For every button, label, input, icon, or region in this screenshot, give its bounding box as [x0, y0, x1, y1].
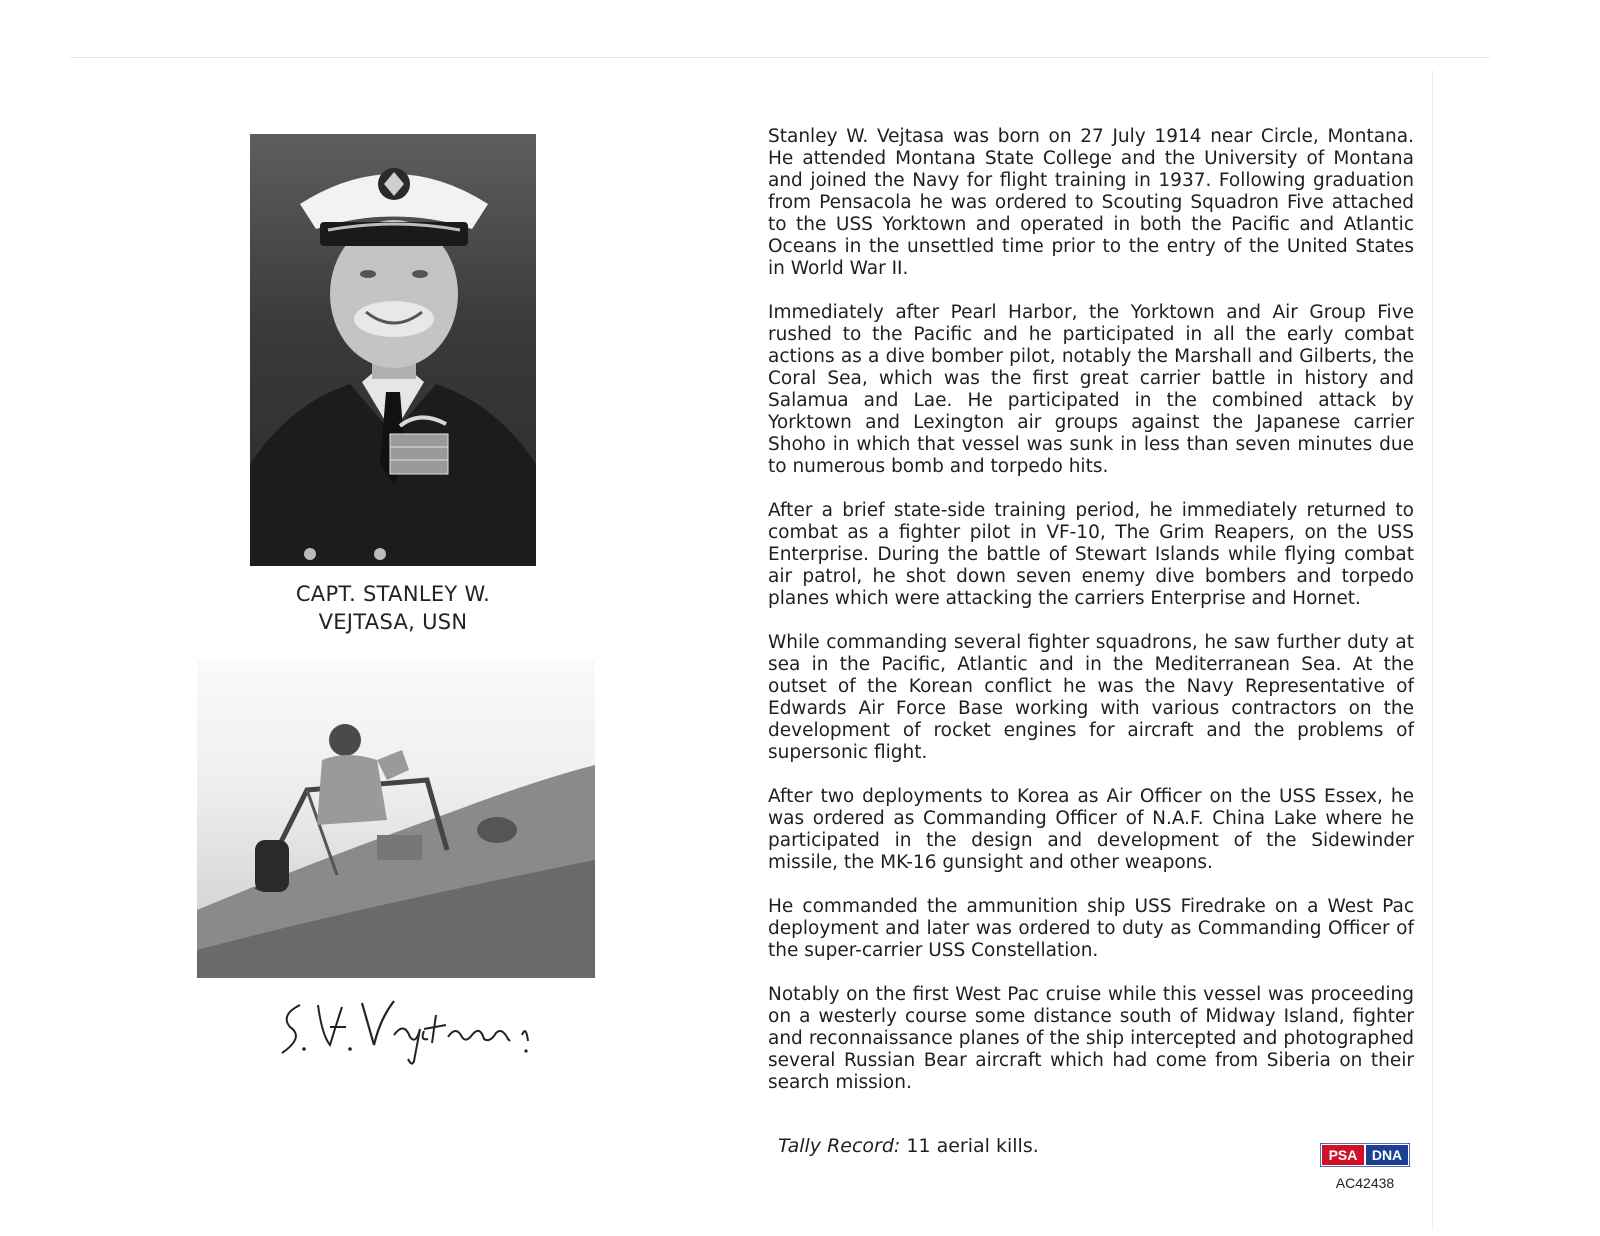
tally-label: Tally Record:: [778, 1135, 901, 1157]
tally-value: 11 aerial kills.: [900, 1135, 1039, 1157]
tally-record: [778, 1135, 1039, 1157]
svg-text:PSA: PSA: [1328, 1147, 1358, 1163]
autograph-signature: [270, 985, 550, 1065]
page-top-edge: [70, 57, 1490, 58]
caption-line-2: VEJTASA, USN: [318, 610, 468, 634]
bio-paragraph-4: While commanding several fighter squadrons, he saw further duty at sea in the Pacific, Atlantic and in the Mediterranean Sea. At the outset of the Korean conflict he was the Navy Representative of Edwards Air Force Base working with various contractors on the development of rocket engines for aircraft and the problems of supersonic flight.: [768, 632, 1414, 763]
svg-text:DNA: DNA: [1371, 1147, 1403, 1163]
bio-paragraph-7: Notably on the first West Pac cruise while this vessel was proceeding on a westerly course some distance south of Midway Island, fighter and reconnaissance planes of the ship intercepted and photographed several Russian Bear aircraft which had come from Siberia on their search mission.: [768, 984, 1414, 1093]
bio-paragraph-1: Stanley W. Vejtasa was born on 27 July 1914 near Circle, Montana. He attended Montana State College and the University of Montana and joined the Navy for flight training in 1937. Following graduation from Pensacola he was ordered to Scouting Squadron Five attached to the USS Yorktown and operated in both the Pacific and Atlantic Oceans in the unsettled time prior to the entry of the United States in World War II.: [768, 126, 1414, 279]
bio-paragraph-6: He commanded the ammunition ship USS Firedrake on a West Pac deployment and later was ordered to duty as Commanding Officer of the super-carrier USS Constellation.: [768, 896, 1414, 961]
biography-text: [768, 126, 1414, 1116]
bio-paragraph-2: Immediately after Pearl Harbor, the Yorktown and Air Group Five rushed to the Pacific and he participated in all the early combat actions as a dive bomber pilot, notably the Marshall and Gilberts, the Coral Sea, which was the first great carrier battle in history and Salamua and Lae. He participated in the combined attack by Yorktown and Lexington air groups against the Japanese carrier Shoho in which that vessel was sunk in less than seven minutes due to numerous bomb and torpedo hits.: [768, 302, 1414, 477]
bio-paragraph-5: After two deployments to Korea as Air Officer on the USS Essex, he was ordered as Commanding Officer of N.A.F. China Lake where he participated in the design and development of the Sidewinder missile, the MK-16 gunsight and other weapons.: [768, 786, 1414, 873]
bio-paragraph-3: After a brief state-side training period, he immediately returned to combat as a fighter pilot in VF-10, The Grim Reapers, on the USS Enterprise. During the battle of Stewart Islands while flying combat air patrol, he shot down seven enemy dive bombers and torpedo planes which were attacking the carriers Enterprise and Hornet.: [768, 500, 1414, 609]
psa-dna-logo: [1320, 1143, 1410, 1167]
portrait-caption: [250, 580, 536, 636]
cockpit-photo: [197, 660, 595, 978]
certificate-number: AC42438: [1335, 1175, 1395, 1191]
caption-line-1: CAPT. STANLEY W.: [295, 582, 491, 606]
page-right-edge: [1432, 70, 1433, 1230]
portrait-photo: [250, 134, 536, 566]
